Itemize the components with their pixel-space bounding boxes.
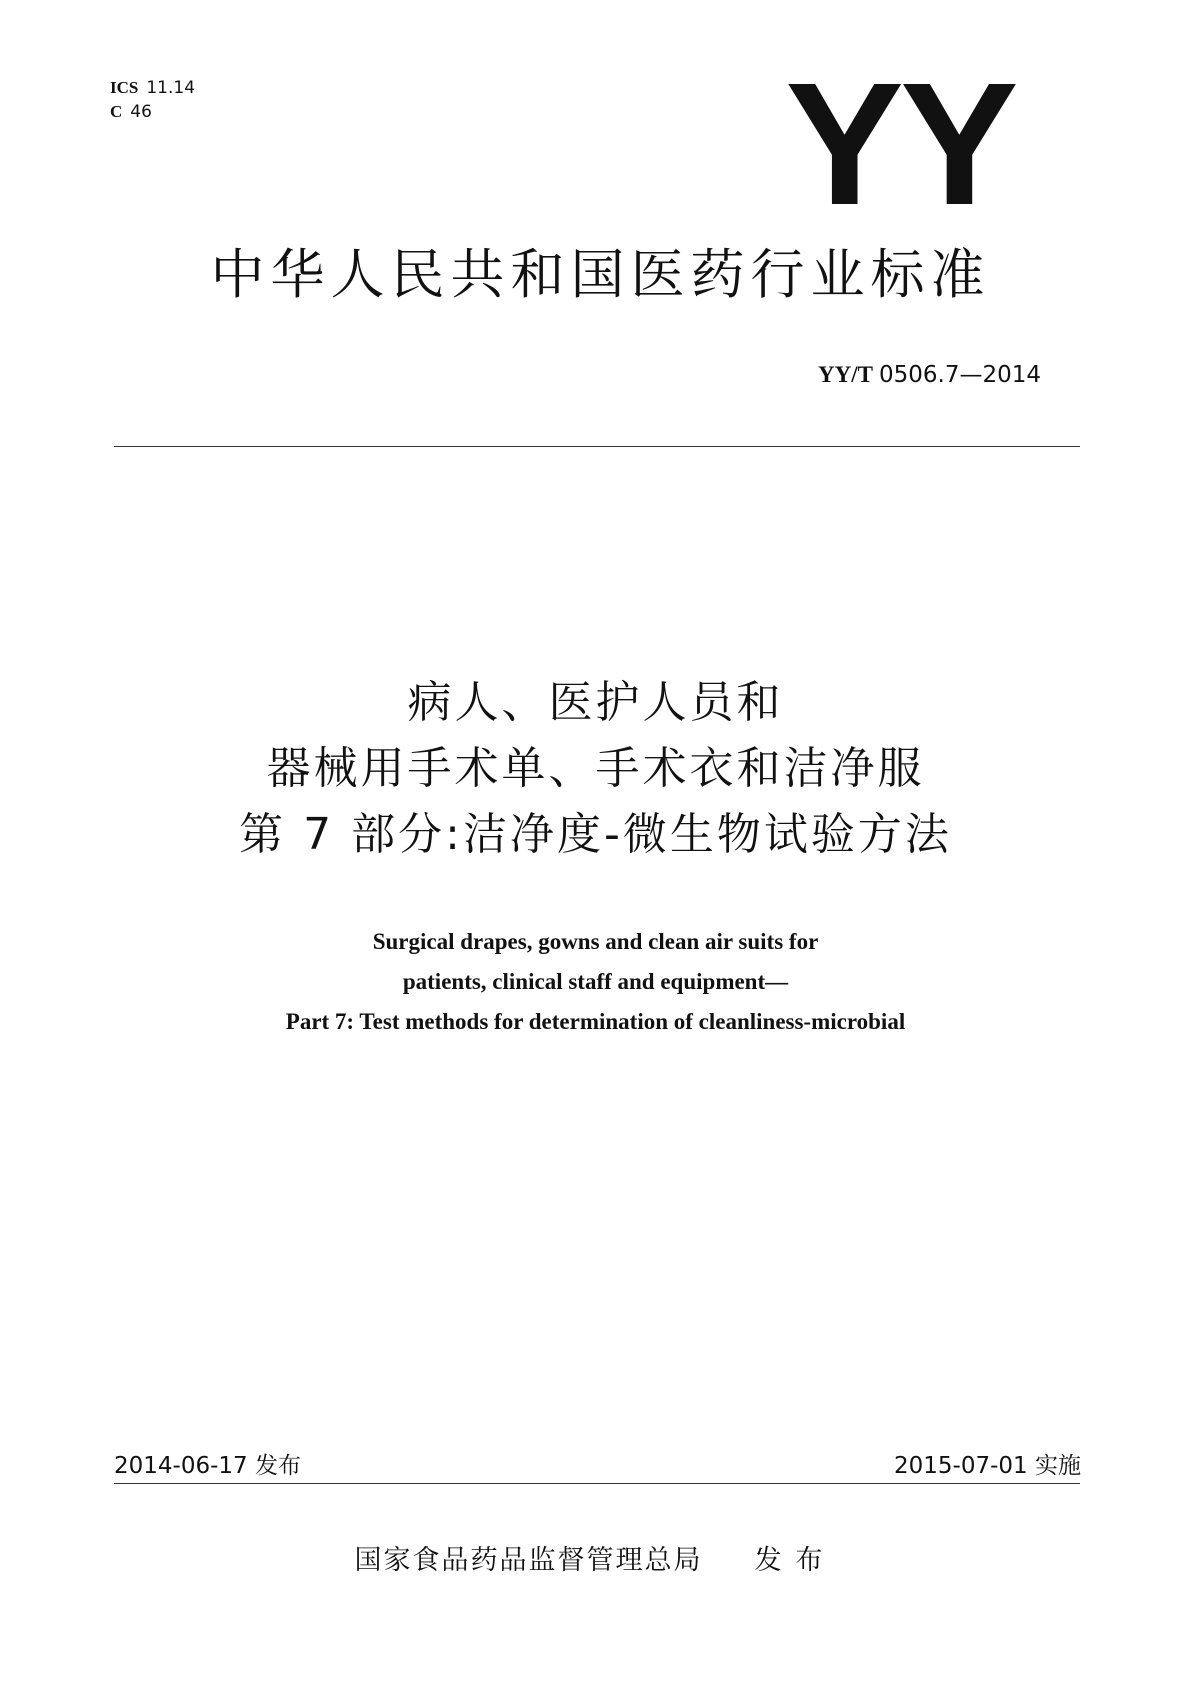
english-title-line-1: Surgical drapes, gowns and clean air suits for <box>372 929 819 954</box>
ics-label: ICS <box>110 78 139 97</box>
chinese-title-line-1: 病人、医护人员和 <box>407 677 784 728</box>
english-title <box>0 922 1191 1042</box>
bottom-divider <box>114 1483 1080 1484</box>
english-title-line-2: patients, clinical staff and equipment— <box>402 969 789 994</box>
issue-date: 2014-06-17 发布 <box>114 1453 301 1479</box>
issuing-authority <box>0 1538 1191 1577</box>
standard-code <box>818 362 1041 388</box>
standard-code-number: 0506.7—2014 <box>878 362 1041 388</box>
chinese-title-line-3: 第 7 部分:洁净度-微生物试验方法 <box>239 809 952 860</box>
classification-codes <box>110 76 195 124</box>
standard-type-heading: 中华人民共和国医药行业标准 <box>210 243 991 306</box>
ccs-value: 46 <box>130 102 152 122</box>
issuer-action: 发布 <box>754 1545 837 1576</box>
standard-code-prefix: YY/T <box>818 362 873 387</box>
standard-logo: YY <box>785 46 1015 242</box>
top-divider <box>114 446 1080 447</box>
chinese-title <box>0 670 1191 868</box>
chinese-title-line-2: 器械用手术单、手术衣和洁净服 <box>266 743 925 794</box>
ccs-label: C <box>110 102 123 121</box>
ccs-code <box>110 100 195 124</box>
issuer-organization: 国家食品药品监督管理总局 <box>354 1545 703 1576</box>
english-title-line-3: Part 7: Test methods for determination of cleanliness-microbial <box>285 1009 906 1034</box>
ics-code <box>110 76 195 100</box>
implementation-date: 2015-07-01 实施 <box>894 1453 1081 1479</box>
ics-value: 11.14 <box>146 78 196 98</box>
